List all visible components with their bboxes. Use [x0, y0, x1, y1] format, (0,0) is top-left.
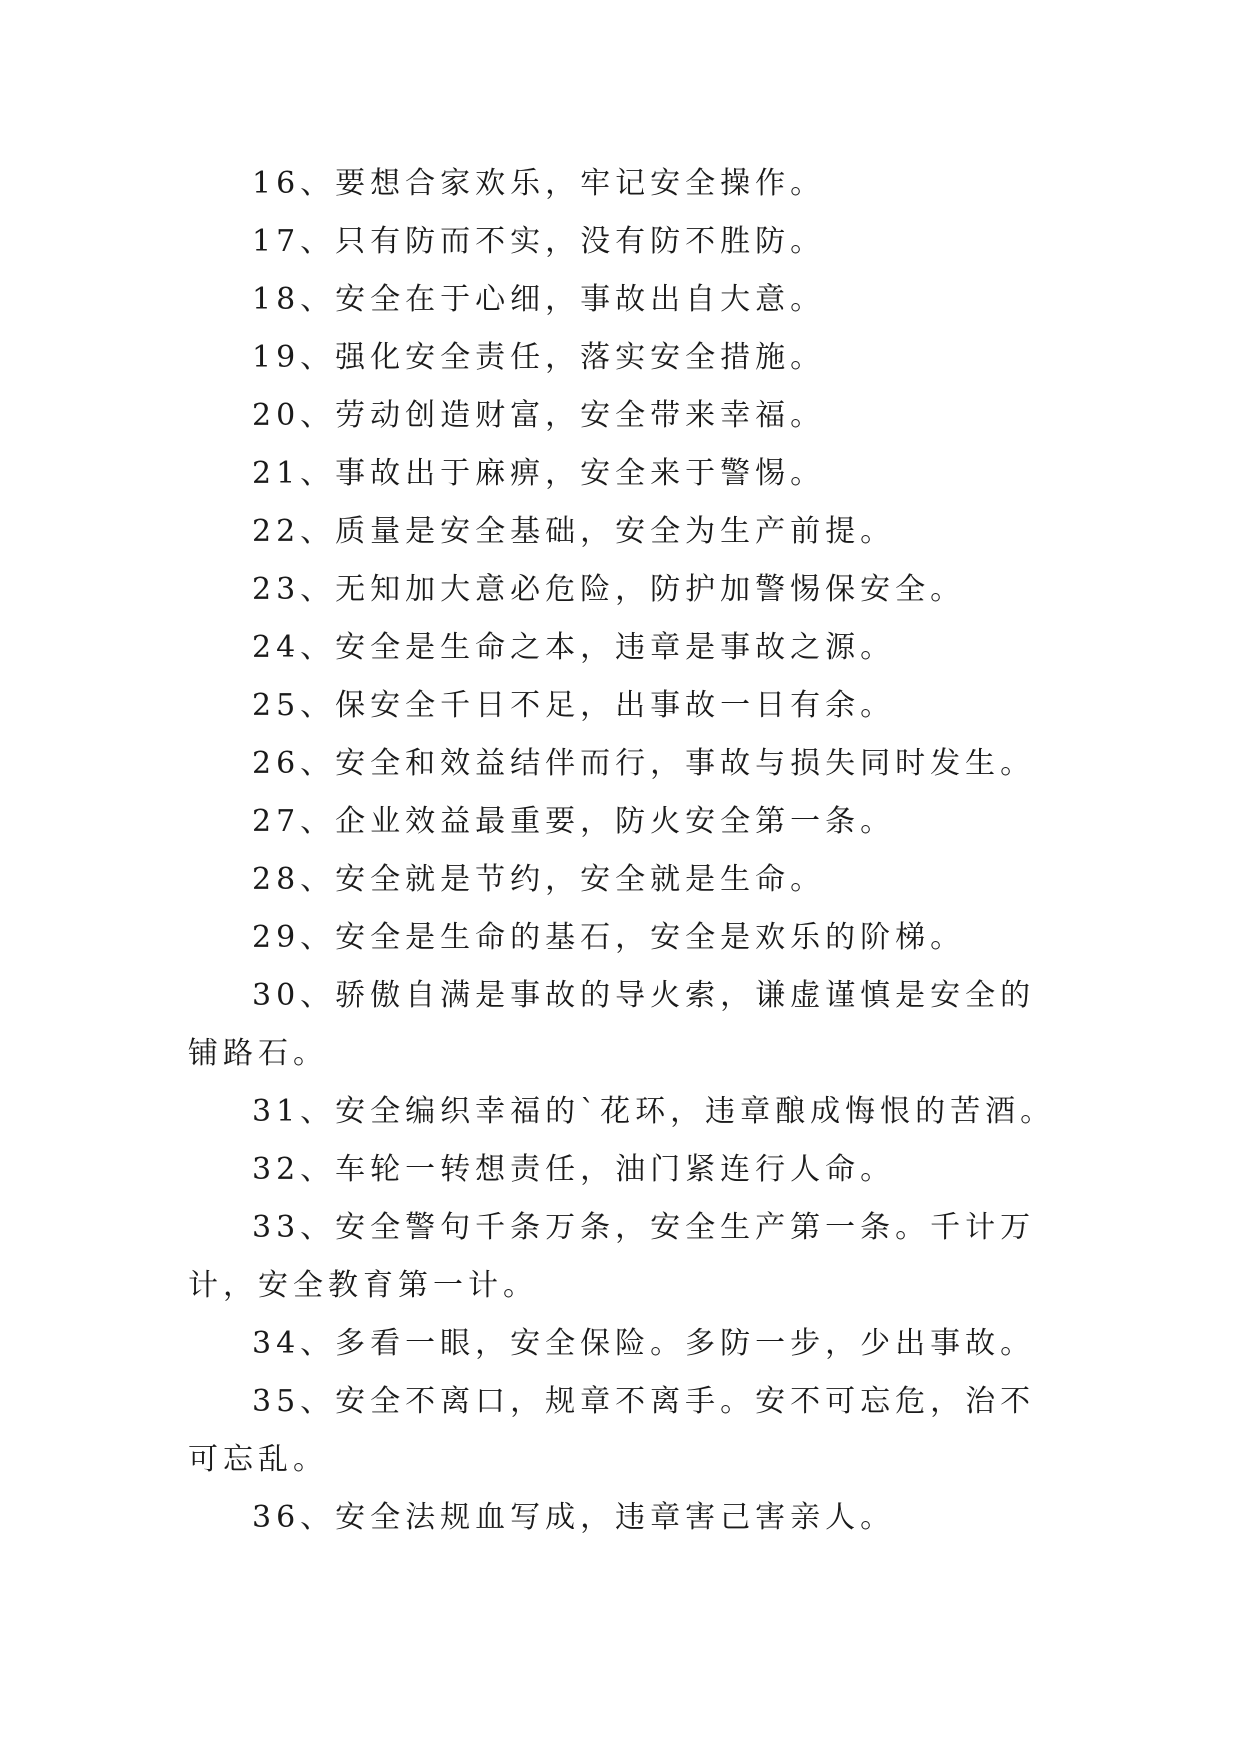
slogan-33: 33、安全警句千条万条，安全生产第一条。千计万计，安全教育第一计。 — [188, 1210, 1036, 1303]
slogan-19: 19、强化安全责任，落实安全措施。 — [252, 340, 826, 375]
slogan-18: 18、安全在于心细，事故出自大意。 — [252, 282, 826, 317]
slogan-21: 21、事故出于麻痹，安全来于警惕。 — [252, 456, 826, 491]
slogan-30: 30、骄傲自满是事故的导火索，谦虚谨慎是安全的铺路石。 — [188, 978, 1036, 1071]
slogan-32: 32、车轮一转想责任，油门紧连行人命。 — [252, 1152, 896, 1187]
slogan-25: 25、保安全千日不足，出事故一日有余。 — [252, 688, 896, 723]
slogan-17: 17、只有防而不实，没有防不胜防。 — [252, 224, 826, 259]
slogan-36: 36、安全法规血写成，违章害己害亲人。 — [252, 1500, 896, 1535]
slogan-20: 20、劳动创造财富，安全带来幸福。 — [252, 398, 826, 433]
slogan-35: 35、安全不离口，规章不离手。安不可忘危，治不可忘乱。 — [188, 1384, 1036, 1477]
slogan-22: 22、质量是安全基础，安全为生产前提。 — [252, 514, 896, 549]
slogan-26: 26、安全和效益结伴而行，事故与损失同时发生。 — [252, 746, 1036, 781]
slogan-29: 29、安全是生命的基石，安全是欢乐的阶梯。 — [252, 920, 966, 955]
slogan-16: 16、要想合家欢乐，牢记安全操作。 — [252, 166, 826, 201]
slogan-31: 31、安全编织幸福的`花环，违章酿成悔恨的苦酒。 — [252, 1094, 1056, 1129]
document-body — [188, 155, 1068, 1547]
slogan-28: 28、安全就是节约，安全就是生命。 — [252, 862, 826, 897]
slogan-27: 27、企业效益最重要，防火安全第一条。 — [252, 804, 896, 839]
slogan-24: 24、安全是生命之本，违章是事故之源。 — [252, 630, 896, 665]
slogan-23: 23、无知加大意必危险，防护加警惕保安全。 — [252, 572, 966, 607]
slogan-34: 34、多看一眼，安全保险。多防一步，少出事故。 — [252, 1326, 1036, 1361]
